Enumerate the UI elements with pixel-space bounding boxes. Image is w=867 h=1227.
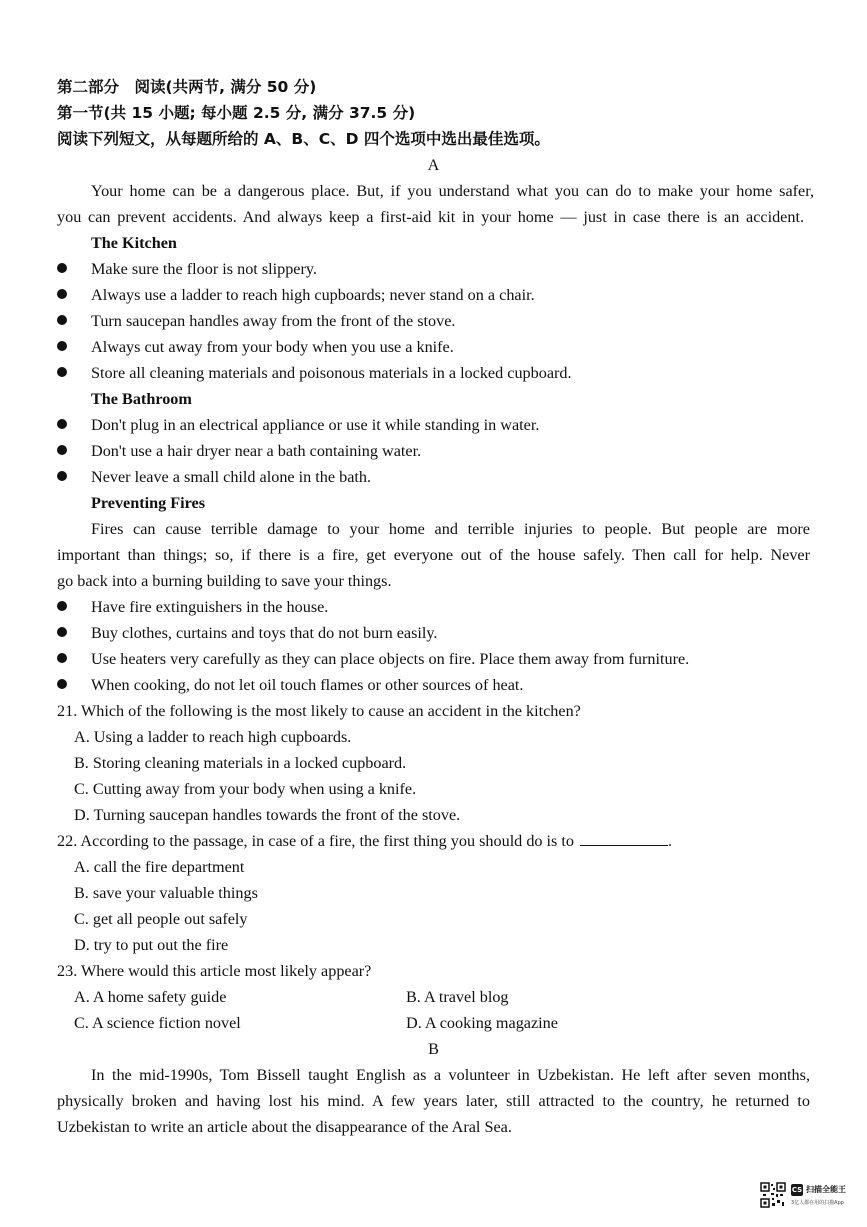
question-21-option-b[interactable]: B. Storing cleaning materials in a locked cupboard. [74, 754, 407, 772]
passage-b-line-3: Uzbekistan to write an article about the disappearance of the Aral Sea. [57, 1118, 512, 1136]
list-item: Always use a ladder to reach high cupboards; never stand on a chair. [91, 286, 535, 304]
answer-blank[interactable] [580, 831, 668, 846]
bullet-icon [57, 367, 67, 377]
passage-a-intro-line-1: Your home can be a dangerous place. But, if you understand what you can do to make your home safer, [91, 182, 814, 200]
list-item: Use heaters very carefully as they can place objects on fire. Place them away from furniture. [91, 650, 690, 668]
list-item: Turn saucepan handles away from the front of the stove. [91, 312, 456, 330]
list-item: Always cut away from your body when you use a knife. [91, 338, 454, 356]
kitchen-heading: The Kitchen [91, 234, 177, 252]
fires-paragraph-line-3: go back into a burning building to save your things. [57, 572, 392, 590]
fires-paragraph-line-2: important than things; so, if there is a fire, get everyone out of the house safely. Then call for help. Never [57, 546, 810, 564]
question-23-option-a[interactable]: A. A home safety guide [74, 988, 227, 1006]
app-logo-icon: CS [791, 1186, 803, 1194]
instruction-text: 阅读下列短文，从每题所给的 A、B、C、D 四个选项中选出最佳选项。 [57, 130, 550, 148]
passage-a-intro-line-2: you can prevent accidents. And always keep a first-aid kit in your home — just in case there is an accident. [57, 208, 804, 226]
question-23-option-b[interactable]: B. A travel blog [406, 988, 509, 1006]
bullet-icon [57, 289, 67, 299]
question-21-option-c[interactable]: C. Cutting away from your body when using a knife. [74, 780, 417, 798]
scanner-watermark [760, 1182, 850, 1212]
list-item: Store all cleaning materials and poisonous materials in a locked cupboard. [91, 364, 572, 382]
list-item: Make sure the floor is not slippery. [91, 260, 317, 278]
bullet-icon [57, 601, 67, 611]
list-item: Never leave a small child alone in the bath. [91, 468, 372, 486]
question-22-option-b[interactable]: B. save your valuable things [74, 884, 258, 902]
bullet-icon [57, 341, 67, 351]
question-21-option-d[interactable]: D. Turning saucepan handles towards the front of the stove. [74, 806, 461, 824]
bullet-icon [57, 419, 67, 429]
list-item: Don't use a hair dryer near a bath containing water. [91, 442, 422, 460]
qr-code-icon [760, 1182, 786, 1208]
list-item: Buy clothes, curtains and toys that do not burn easily. [91, 624, 438, 642]
bullet-icon [57, 471, 67, 481]
bullet-icon [57, 263, 67, 273]
list-item: When cooking, do not let oil touch flames or other sources of heat. [91, 676, 524, 694]
bullet-icon [57, 679, 67, 689]
question-22-option-a[interactable]: A. call the fire department [74, 858, 245, 876]
fires-paragraph-line-1: Fires can cause terrible damage to your home and terrible injuries to people. But people are more [91, 520, 810, 538]
section-heading: 第一节(共 15 小题; 每小题 2.5 分, 满分 37.5 分) [57, 104, 416, 122]
app-tagline: 3亿人都在用的扫描App [791, 1200, 844, 1206]
app-name: 扫描全能王 [806, 1185, 846, 1194]
question-21-option-a[interactable]: A. Using a ladder to reach high cupboards. [74, 728, 352, 746]
bullet-icon [57, 445, 67, 455]
part-heading: 第二部分 阅读(共两节, 满分 50 分) [57, 78, 317, 96]
passage-a-label: A [427, 156, 440, 174]
bullet-icon [57, 627, 67, 637]
question-22-option-d[interactable]: D. try to put out the fire [74, 936, 229, 954]
question-21-stem: 21. Which of the following is the most likely to cause an accident in the kitchen? [57, 702, 581, 720]
question-22-line [57, 831, 672, 851]
passage-b-line-2: physically broken and having lost his mind. A few years later, still attracted to the country, he returned to [57, 1092, 810, 1110]
fires-heading: Preventing Fires [91, 494, 206, 512]
question-23-option-c[interactable]: C. A science fiction novel [74, 1014, 241, 1032]
list-item: Have fire extinguishers in the house. [91, 598, 329, 616]
question-23-stem: 23. Where would this article most likely appear? [57, 962, 372, 980]
question-22-option-c[interactable]: C. get all people out safely [74, 910, 248, 928]
bullet-icon [57, 653, 67, 663]
question-22-stem: 22. According to the passage, in case of a fire, the first thing you should do is to [57, 832, 574, 850]
question-23-option-d[interactable]: D. A cooking magazine [406, 1014, 558, 1032]
list-item: Don't plug in an electrical appliance or use it while standing in water. [91, 416, 540, 434]
question-22-end: . [668, 832, 673, 850]
bathroom-heading: The Bathroom [91, 390, 192, 408]
passage-b-line-1: In the mid-1990s, Tom Bissell taught English as a volunteer in Uzbekistan. He left after seven months, [91, 1066, 810, 1084]
passage-b-label: B [428, 1040, 439, 1058]
bullet-icon [57, 315, 67, 325]
